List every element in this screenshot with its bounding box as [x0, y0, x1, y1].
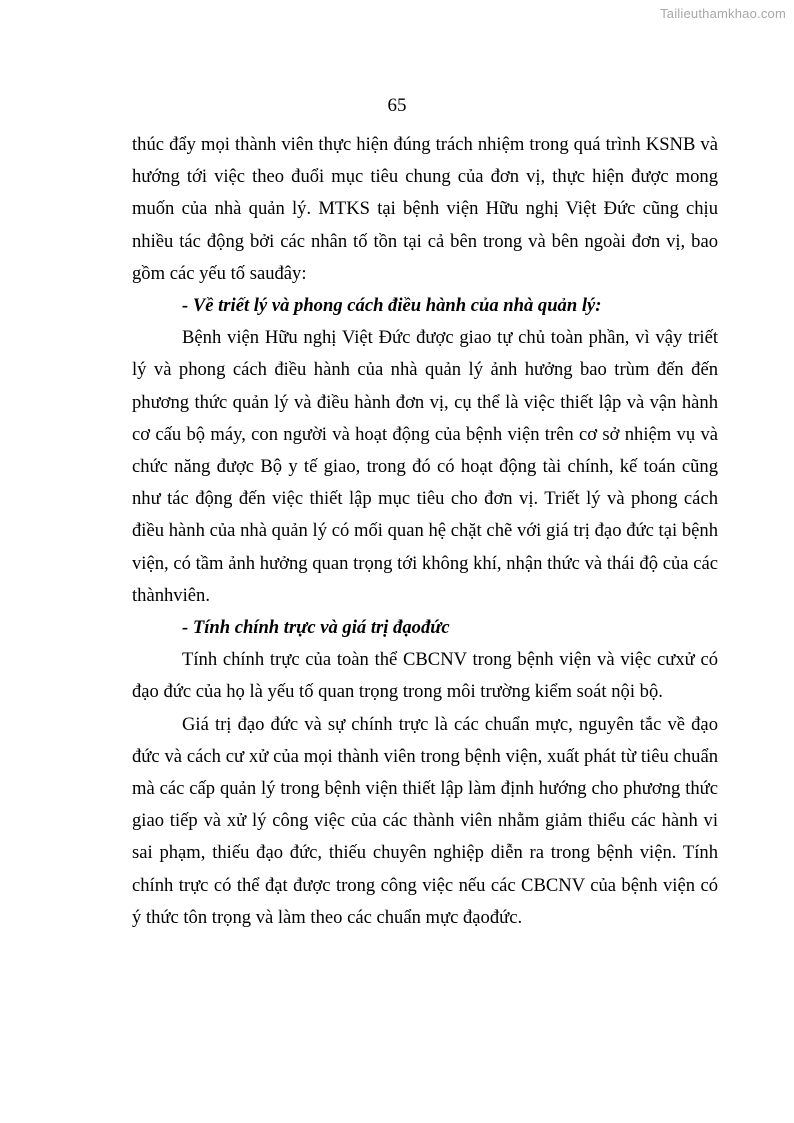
page-number: 65 [387, 95, 407, 116]
document-body [132, 129, 718, 934]
paragraph-philosophy: Bệnh viện Hữu nghị Việt Đức được giao tự chủ toàn phần, vì vậy triết lý và phong cách điều hành của nhà quản lý ảnh hưởng bao trùm đến đến phương thức quản lý và điều hành đơn vị, cụ thể là việc thiết lập và vận hành cơ cấu bộ máy, con người và hoạt động của bệnh viện trên cơ sở nhiệm vụ và chức năng được Bộ y tế giao, trong đó có hoạt động tài chính, kế toán cũng như tác động đến việc thiết lập mục tiêu cho đơn vị. Triết lý và phong cách điều hành của nhà quản lý có mối quan hệ chặt chẽ với giá trị đạo đức tại bệnh viện, có tầm ảnh hưởng quan trọng tới không khí, nhận thức và thái độ của các thànhviên. [132, 327, 718, 606]
section-heading-philosophy: - Về triết lý và phong cách điều hành của nhà quản lý: [182, 295, 602, 317]
paragraph-ethics: Giá trị đạo đức và sự chính trực là các chuẩn mực, nguyên tắc về đạo đức và cách cư xử của mọi thành viên trong bệnh viện, xuất phát từ tiêu chuẩn mà các cấp quản lý trong bệnh viện thiết lập làm định hướng cho phương thức giao tiếp và xử lý công việc của các thành viên nhằm giảm thiểu các hành vi sai phạm, thiếu đạo đức, thiếu chuyên nghiệp diễn ra trong bệnh viện. Tính chính trực có thể đạt được trong công việc nếu các CBCNV của bệnh viện có ý thức tôn trọng và làm theo các chuẩn mực đạođức. [132, 713, 718, 928]
paragraph-continuation: thúc đẩy mọi thành viên thực hiện đúng trách nhiệm trong quá trình KSNB và hướng tới việc theo đuổi mục tiêu chung của đơn vị, thực hiện được mong muốn của nhà quản lý. MTKS tại bệnh viện Hữu nghị Việt Đức cũng chịu nhiều tác động bởi các nhân tố tồn tại cả bên trong và bên ngoài đơn vị, bao gồm các yếu tố sauđây: [132, 134, 718, 284]
paragraph-integrity: Tính chính trực của toàn thể CBCNV trong bệnh viện và việc cưxử có đạo đức của họ là yếu tố quan trọng trong môi trường kiểm soát nội bộ. [132, 649, 718, 703]
section-heading-integrity: - Tính chính trực và giá trị đạođức [182, 617, 450, 639]
watermark: Tailieuthamkhao.com [660, 6, 786, 21]
